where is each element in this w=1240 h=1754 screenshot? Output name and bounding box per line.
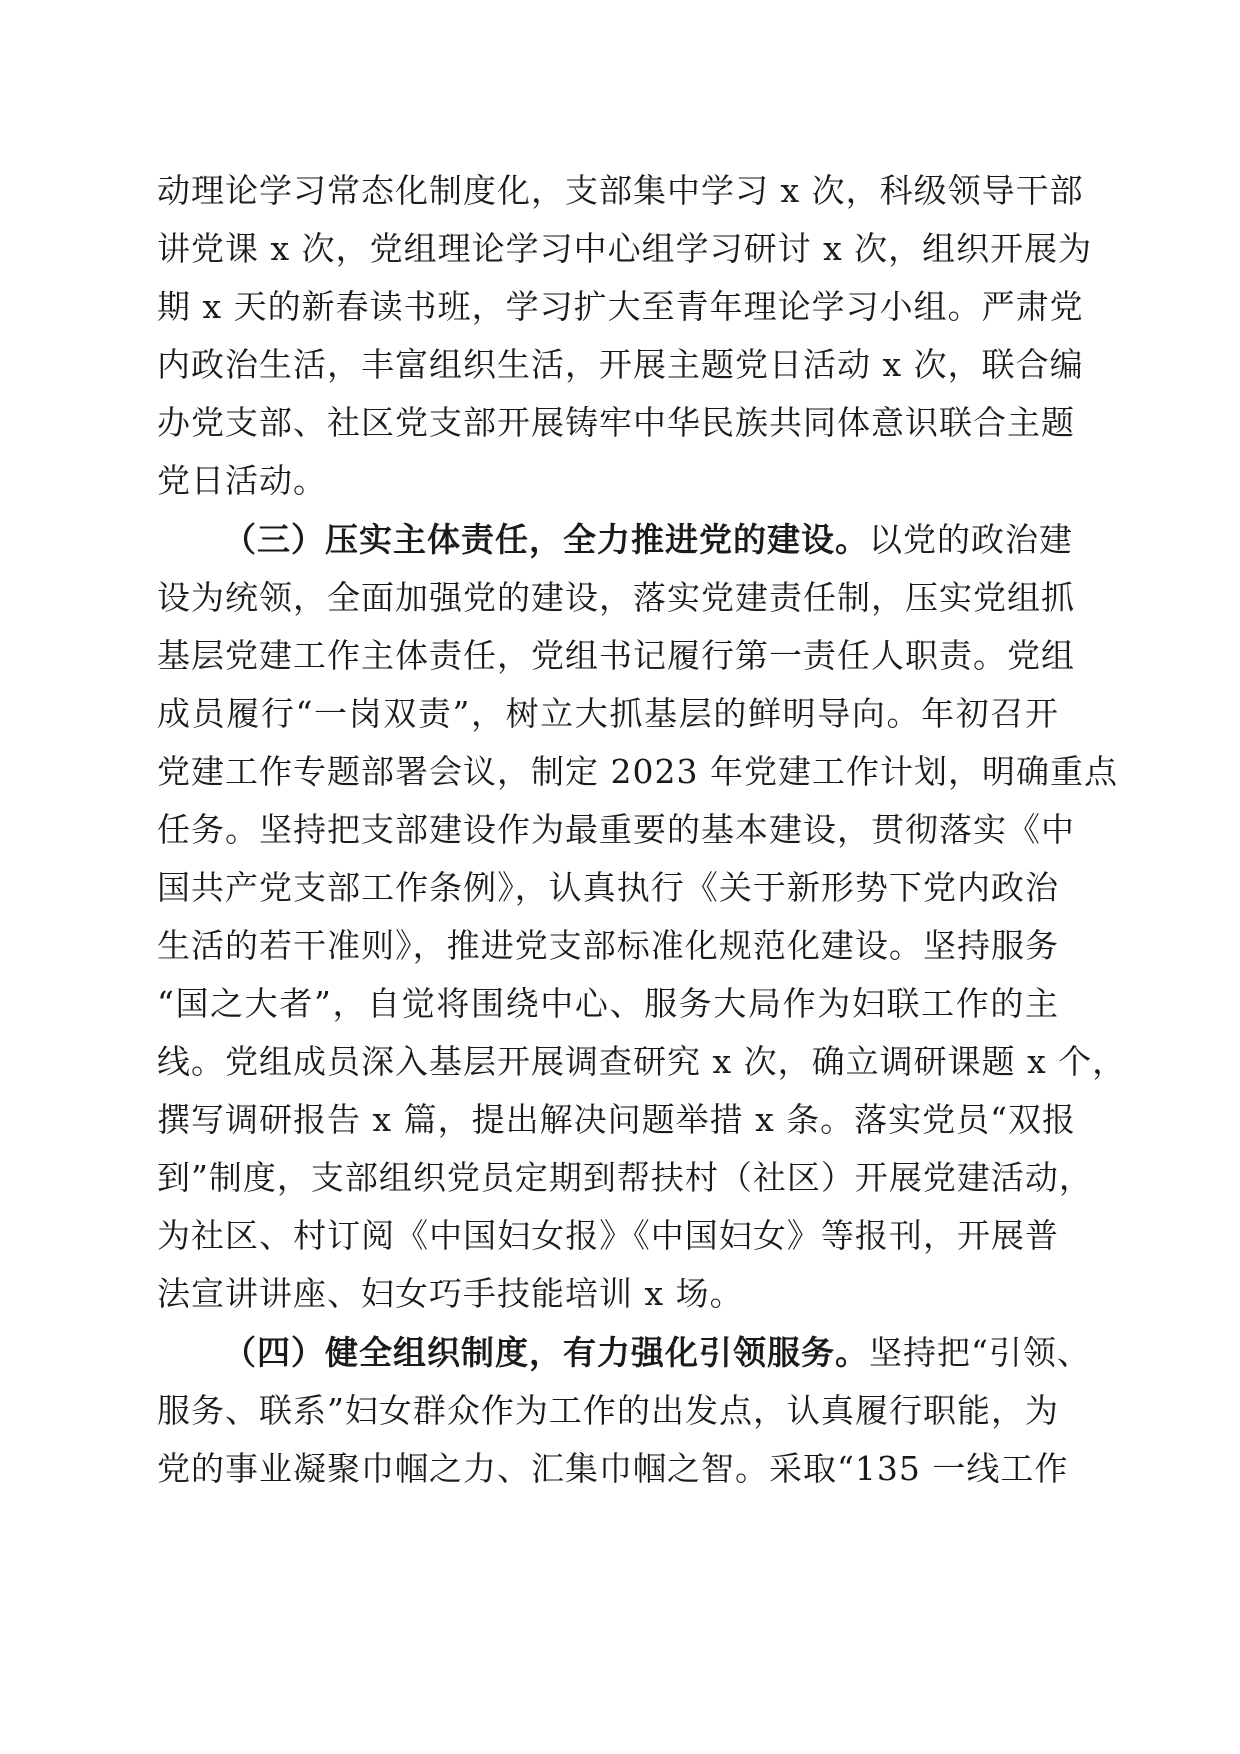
paragraph-line: 基层党建工作主体责任，党组书记履行第一责任人职责。党组 (157, 636, 1075, 675)
section-4-first-line (157, 1320, 1091, 1386)
paragraph-line: 党的事业凝聚巾帼之力、汇集巾帼之智。采取“135 一线工作 (157, 1449, 1069, 1488)
paragraph-line: 为社区、村订阅《中国妇女报》《中国妇女》等报刊，开展普 (157, 1216, 1059, 1255)
paragraph-line: “国之大者”，自觉将围绕中心、服务大局作为妇联工作的主 (157, 984, 1059, 1023)
section-4-heading: （四）健全组织制度，有力强化引领服务。 (223, 1333, 869, 1372)
paragraph-line: 服务、联系”妇女群众作为工作的出发点，认真履行职能，为 (157, 1391, 1059, 1430)
paragraph-line: 线。党组成员深入基层开展调查研究 x 次，确立调研课题 x 个， (157, 1042, 1127, 1081)
section-3-heading: （三）压实主体责任，全力推进党的建设。 (223, 520, 869, 559)
section-3-first-line (157, 507, 1073, 573)
paragraph-line: 党建工作专题部署会议，制定 2023 年党建工作计划，明确重点 (157, 752, 1118, 791)
paragraph-line: 撰写调研报告 x 篇，提出解决问题举措 x 条。落实党员“双报 (157, 1100, 1077, 1139)
section-4-first-line-text: 坚持把“引领、 (869, 1333, 1091, 1372)
paragraph-line: 成员履行“一岗双责”，树立大抓基层的鲜明导向。年初召开 (157, 694, 1059, 733)
paragraph-line: 期 x 天的新春读书班，学习扩大至青年理论学习小组。严肃党 (157, 287, 1084, 326)
paragraph-line: 党日活动。 (157, 461, 327, 500)
section-3-first-line-text: 以党的政治建 (869, 520, 1073, 559)
paragraph-line: 法宣讲讲座、妇女巧手技能培训 x 场。 (157, 1274, 744, 1313)
paragraph-line: 设为统领，全面加强党的建设，落实党建责任制，压实党组抓 (157, 578, 1075, 617)
paragraph-line: 国共产党支部工作条例》，认真执行《关于新形势下党内政治 (157, 868, 1059, 907)
paragraph-line: 办党支部、社区党支部开展铸牢中华民族共同体意识联合主题 (157, 403, 1075, 442)
paragraph-line: 讲党课 x 次，党组理论学习中心组学习研讨 x 次，组织开展为 (157, 229, 1093, 268)
paragraph-line: 到”制度，支部组织党员定期到帮扶村（社区）开展党建活动， (157, 1158, 1093, 1197)
paragraph-line: 生活的若干准则》，推进党支部标准化规范化建设。坚持服务 (157, 926, 1059, 965)
paragraph-line: 任务。坚持把支部建设作为最重要的基本建设，贯彻落实《中 (157, 810, 1075, 849)
paragraph-line: 动理论学习常态化制度化，支部集中学习 x 次，科级领导干部 (157, 171, 1084, 210)
paragraph-line: 内政治生活，丰富组织生活，开展主题党日活动 x 次，联合编 (157, 345, 1084, 384)
